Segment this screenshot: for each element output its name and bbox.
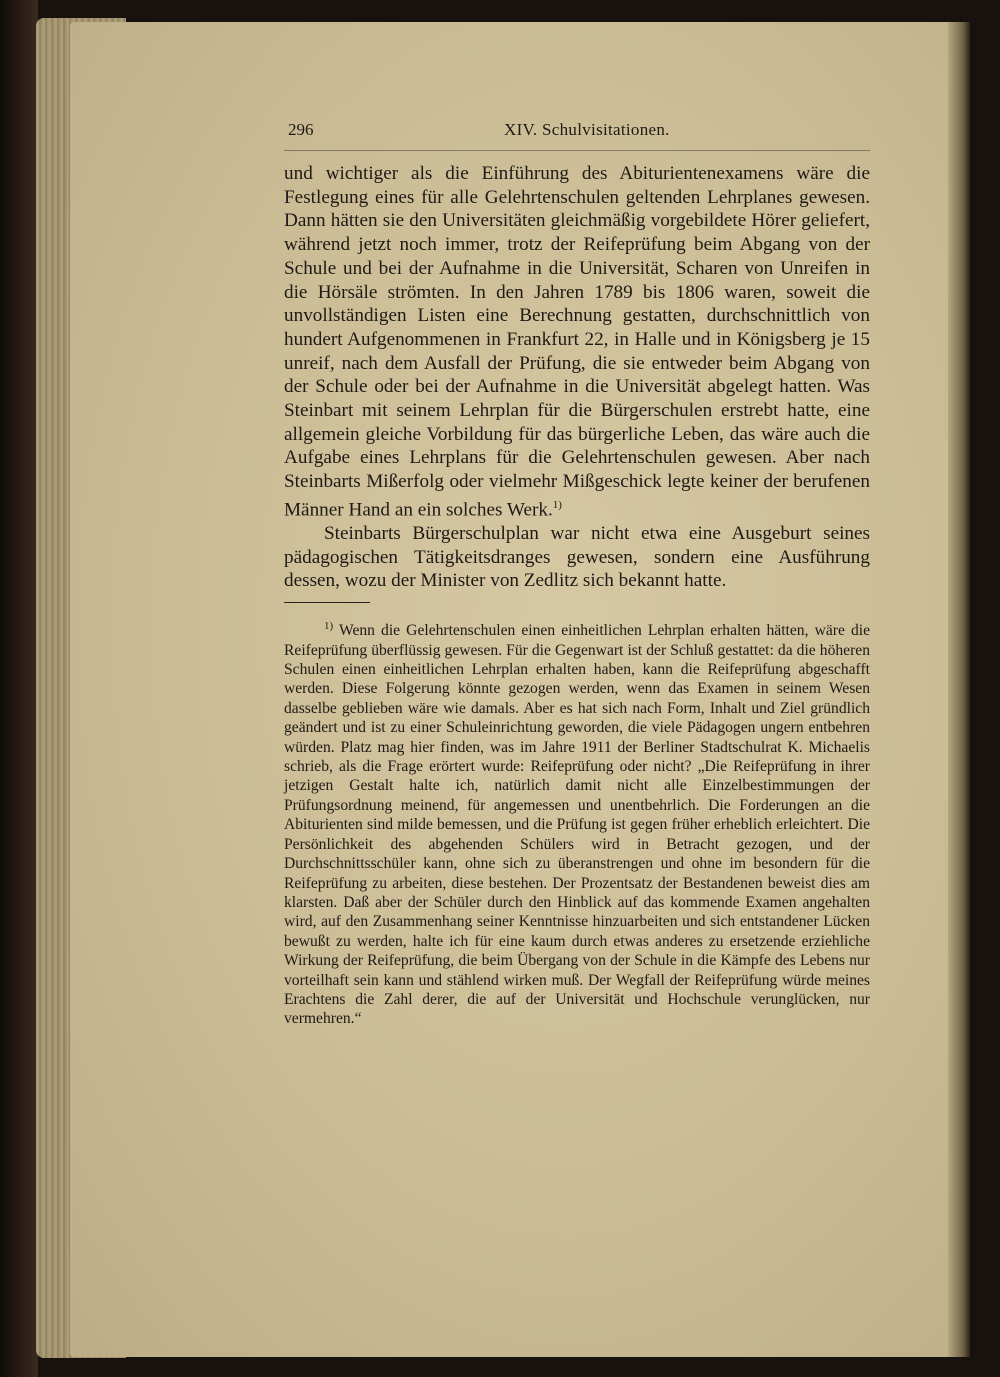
footnote-text: Wenn die Gelehrtenschulen einen einheitlichen Lehrplan erhalten hätten, wäre die Reifeprüfung überflüssig gewesen. Für die Gegenwart ist der Schluß gestattet: da die höheren Schulen einen einheitlichen Lehrplan erhalten haben, kann die Reifeprüfung abgeschafft werden. Diese Folgerung könnte gezogen werden, wenn das Examen in seinem Wesen dasselbe geblieben wäre wie damals. Aber es hat sich nach Form, Inhalt und Ziel gründlich geändert und ist zu einer Schuleinrichtung geworden, die viele Pädagogen ungern entbehren würden. Platz mag hier finden, was im Jahre 1911 der Berliner Stadtschulrat K. Michaelis schrieb, als die Frage erörtert wurde: Reifeprüfung oder nicht? „Die Reifeprüfung in ihrer jetzigen Gestalt halte ich, natürlich damit nicht alle Einzelbestimmungen der Prüfungsordnung meinend, für angemessen und unentbehrlich. Die Forderungen an die Abiturienten sind milde bemessen, und die Prüfung ist gegen früher erheblich erleichtert. Die Persönlichkeit des abgehenden Schülers wird in Betracht gezogen, und der Durchschnittsschüler kann, ohne sich zu überanstrengen und ohne im besondern für die Reifeprüfung zu arbeiten, diese bestehen. Der Prozentsatz der Bestandenen beweist dies am klarsten. Daß aber der Schüler durch den Hinblick auf das kommende Examen angehalten wird, auf den Zusammenhang seiner Kenntnisse hinzuarbeiten und sich entstandener Lücken bewußt zu werden, halte ich für eine kaum durch etwas anderes zu ersetzende erziehliche Wirkung der Reifeprüfung, die beim Übergang von der Schule in die Kämpfe des Lebens nur vorteilhaft sein kann und stählend wirken muß. Der Wegfall der Reifeprüfung würde meines Erachtens die Zahl derer, die auf der Universität und Hochschule verunglücken, nur vermehren.“ [284, 622, 870, 1028]
header-rule [284, 150, 870, 151]
paragraph-1-text: und wichtiger als die Einführung des Abiturientenexamens wäre die Festlegung eines für alle Gelehrtenschulen geltenden Lehrplanes gewesen. Dann hätten sie den Universitäten gleichmäßig vorgebildete Hörer geliefert, während jetzt noch immer, trotz der Reifeprüfung beim Abgang von der Schule und bei der Aufnahme in die Universität, Scharen von Unreifen in die Hörsäle strömten. In den Jahren 1789 bis 1806 waren, soweit die unvollständigen Listen eine Berechnung gestatten, durchschnittlich von hundert Aufgenommenen in Frankfurt 22, in Halle und in Königsberg je 15 unreif, nach dem Ausfall der Prüfung, die sie entweder beim Abgang von der Schule oder bei der Aufnahme in die Universität abgelegt hatten. Was Steinbart mit seinem Lehrplan für die Bürgerschulen erstrebt hatte, eine allgemein gleiche Vorbildung für das bürgerliche Leben, das wäre auch die Aufgabe eines Lehrplans für die Gelehrtenschulen gewesen. Aber nach Steinbarts Mißerfolg oder vielmehr Mißgeschick legte keiner der berufenen Männer Hand an ein solches Werk. [284, 163, 870, 521]
footnote [284, 617, 870, 1029]
footnote-rule [284, 602, 370, 603]
paragraph-1 [284, 162, 870, 522]
page-header [284, 110, 870, 150]
paragraph-2: Steinbarts Bürgerschulplan war nicht etwa eine Ausgeburt seines pädagogischen Tätigkeitsdranges gewesen, sondern eine Ausführung dessen, wozu der Minister von Zedlitz sich bekannt hatte. [284, 522, 870, 592]
running-head: XIV. Schulvisitationen. [504, 120, 670, 139]
book-binding [0, 0, 38, 1377]
footnote-paragraph [284, 617, 870, 1029]
main-text [284, 162, 870, 593]
footnote-marker: 1) [324, 620, 334, 633]
page-content [284, 110, 870, 1029]
page-number: 296 [288, 120, 314, 139]
footnote-reference: 1) [552, 498, 562, 511]
page-gutter [948, 22, 970, 1357]
